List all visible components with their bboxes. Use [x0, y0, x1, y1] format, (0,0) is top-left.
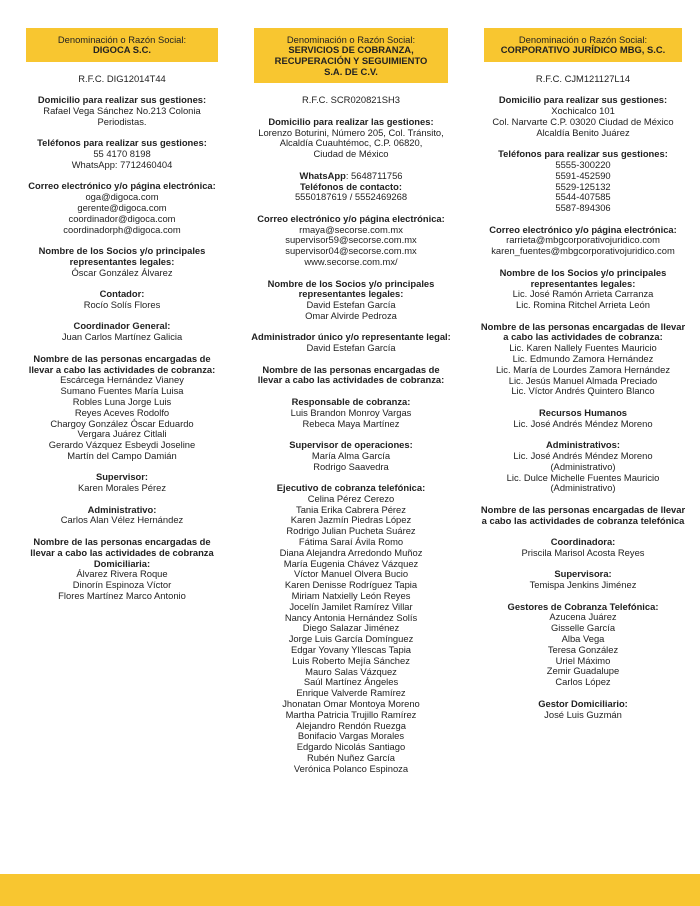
- info-line: Azucena Juárez: [549, 611, 617, 623]
- section-heading: Gestor Domiciliario:: [538, 697, 628, 709]
- info-line: Col. Narvarte C.P. 03020 Ciudad de México: [492, 115, 674, 127]
- company-header: [26, 28, 218, 62]
- info-line: Bonifacio Vargas Morales: [297, 730, 405, 742]
- section-heading: Nombre de las personas encargadas de: [33, 352, 211, 364]
- info-line: Temispa Jenkins Jiménez: [529, 579, 637, 591]
- company-header: [484, 28, 682, 62]
- info-line: Edgar Yovany Yllescas Tapia: [290, 644, 412, 656]
- info-line: 5550187619 / 5552469268: [294, 191, 408, 203]
- section-heading: Domicilio para realizar sus gestiones:: [37, 94, 207, 106]
- info-section: [12, 354, 232, 462]
- section-heading: Teléfonos de contacto:: [300, 180, 402, 192]
- info-line: Rafael Vega Sánchez No.213 Colonia: [43, 105, 201, 117]
- info-line: Alejandro Rendón Ruezga: [296, 719, 406, 731]
- section-heading: Coordinador General:: [73, 320, 171, 332]
- info-line: 5587-894306: [555, 202, 611, 214]
- info-line: Martín del Campo Damián: [67, 449, 177, 461]
- info-section: [470, 505, 696, 527]
- info-line: coordinador@digoca.com: [68, 212, 176, 224]
- info-section: [470, 569, 696, 591]
- info-line: Jhonatan Omar Montoya Moreno: [282, 698, 420, 710]
- info-section: [470, 268, 696, 311]
- info-line: Rocío Solís Flores: [83, 298, 161, 310]
- info-line: Mauro Salas Vázquez: [305, 665, 397, 677]
- info-line: Alcaldía Cuauhtémoc, C.P. 06820,: [279, 137, 423, 149]
- info-line: Lic. Karen Nallely Fuentes Mauricio: [509, 342, 657, 354]
- rfc-value: R.F.C. DIG12014T44: [78, 72, 166, 84]
- column-mbg: [470, 28, 696, 731]
- info-section: [240, 440, 462, 472]
- info-section: [12, 181, 232, 235]
- info-line: Vergara Juárez Citlali: [77, 428, 167, 440]
- info-line: 5529-125132: [555, 180, 611, 192]
- info-line: Lic. Dulce Michelle Fuentes Mauricio: [506, 471, 660, 483]
- section-heading: Teléfonos para realizar sus gestiones:: [498, 148, 668, 160]
- section-heading: Domicilio para realizar sus gestiones:: [498, 94, 668, 106]
- info-line: gerente@digoca.com: [77, 202, 167, 214]
- info-line: Martha Patricia Trujillo Ramírez: [285, 708, 417, 720]
- info-line: Rodrigo Julian Pucheta Suárez: [286, 525, 416, 537]
- info-section: [12, 505, 232, 527]
- info-line: Óscar González Álvarez: [71, 266, 173, 278]
- info-line: María Alma García: [311, 449, 391, 461]
- section-heading: Correo electrónico y/o página electrónica:: [28, 180, 216, 192]
- info-line: Gerardo Vázquez Esbeydi Joseline: [48, 439, 196, 451]
- info-line: karen_fuentes@mbgcorporativojuridico.com: [491, 245, 675, 257]
- info-section: [12, 289, 232, 311]
- info-line: Flores Martínez Marco Antonio: [58, 589, 186, 601]
- section-heading: Responsable de cobranza:: [291, 395, 411, 407]
- info-line: Rebeca Maya Martínez: [302, 417, 400, 429]
- info-line: Uriel Máximo: [555, 654, 611, 666]
- info-line: Sumano Fuentes María Luisa: [60, 385, 184, 397]
- info-section: [470, 699, 696, 721]
- section-heading: Nombre de las personas encargadas de llevar: [480, 320, 686, 332]
- section-heading: Supervisora:: [554, 568, 612, 580]
- info-line: Juan Carlos Martínez Galicia: [61, 331, 183, 343]
- rfc-value: R.F.C. CJM121127L14: [535, 72, 631, 84]
- info-section: [240, 332, 462, 354]
- info-section: [240, 171, 462, 203]
- info-line: Álvarez Rivera Roque: [76, 568, 168, 580]
- section-heading: Contador:: [99, 288, 145, 300]
- info-section: [470, 149, 696, 214]
- info-line: Chargoy González Óscar Eduardo: [50, 417, 194, 429]
- info-line: Ciudad de México: [313, 148, 389, 160]
- company-label: Denominación o Razón Social:: [518, 34, 648, 45]
- info-line: Robles Luna Jorge Luis: [72, 395, 172, 407]
- info-line: coordinadorph@digoca.com: [63, 223, 181, 235]
- info-section: [12, 537, 232, 602]
- company-name: DIGOCA S.C.: [93, 44, 151, 55]
- info-line: Karen Denisse Rodríguez Tapia: [284, 579, 418, 591]
- info-line: Tania Erika Cabrera Pérez: [296, 503, 406, 515]
- info-line: Jorge Luis García Domínguez: [288, 633, 414, 645]
- info-line: María Eugenia Chávez Vázquez: [283, 557, 419, 569]
- info-section: [240, 117, 462, 160]
- info-section: [470, 322, 696, 398]
- section-heading: Supervisor:: [95, 471, 149, 483]
- section-heading: representantes legales:: [69, 255, 175, 267]
- section-heading: Administrativos:: [546, 439, 620, 451]
- info-section: [12, 472, 232, 494]
- company-label: Denominación o Razón Social:: [57, 34, 187, 45]
- column-secorse: [240, 28, 462, 785]
- section-heading: Domicilio para realizar las gestiones:: [268, 115, 434, 127]
- info-section: [240, 365, 462, 387]
- section-heading: Administrativo:: [87, 503, 157, 515]
- info-line: Fátima Saraí Ávila Romo: [298, 536, 404, 548]
- info-line: Lic. José Ramón Arrieta Carranza: [512, 288, 654, 300]
- info-line: Nancy Antonia Hernández Solís: [284, 611, 418, 623]
- info-section: [240, 214, 462, 268]
- info-line: Rodrigo Saavedra: [313, 460, 389, 472]
- info-section: [470, 602, 696, 688]
- info-line: Reyes Aceves Rodolfo: [74, 406, 170, 418]
- info-line: Escárcega Hernández Vianey: [60, 374, 184, 386]
- info-line: Lic. Jesús Manuel Almada Preciado: [508, 374, 658, 386]
- column-digoca: [12, 28, 232, 612]
- info-line: (Administrativo): [550, 482, 616, 494]
- info-line: Enrique Valverde Ramírez: [296, 687, 406, 699]
- info-line: Xochicalco 101: [551, 105, 615, 117]
- info-section: [12, 246, 232, 278]
- rich-label: WhatsApp: [299, 169, 346, 181]
- section-heading: Domiciliaria:: [93, 557, 151, 569]
- info-line: Lic. Romina Ritchel Arrieta León: [516, 299, 650, 311]
- info-line: Miriam Natxielly León Reyes: [291, 590, 411, 602]
- section-heading: Correo electrónico y/o página electrónica:: [489, 223, 677, 235]
- info-line: 5555-300220: [555, 158, 611, 170]
- info-line: supervisor59@secorse.com.mx: [285, 234, 417, 246]
- info-line: oga@digoca.com: [85, 191, 159, 203]
- section-heading: Teléfonos para realizar sus gestiones:: [37, 137, 207, 149]
- info-section: [12, 95, 232, 127]
- info-line: Celina Pérez Cerezo: [307, 492, 395, 504]
- info-line: David Estefan García: [306, 342, 396, 354]
- info-line: Víctor Manuel Olvera Bucio: [293, 568, 409, 580]
- info-section: [240, 397, 462, 429]
- info-line: Teresa González: [547, 643, 619, 655]
- info-section: [470, 225, 696, 257]
- rfc-value: R.F.C. SCR020821SH3: [302, 94, 400, 106]
- section-heading: Supervisor de operaciones:: [289, 439, 413, 451]
- section-heading: Nombre de los Socios y/o principales: [499, 266, 667, 278]
- info-section: [470, 95, 696, 138]
- info-line: David Estefan García: [306, 299, 396, 311]
- info-line: Luis Roberto Mejía Sánchez: [292, 654, 410, 666]
- section-heading: Nombre de los Socios y/o principales: [38, 245, 206, 257]
- info-section: [470, 537, 696, 559]
- section-heading: Administrador único y/o representante legal:: [251, 331, 451, 343]
- info-line: Jocelín Jamilet Ramírez Villar: [289, 600, 413, 612]
- info-line: www.secorse.com.mx/: [304, 256, 398, 268]
- section-heading: Coordinadora:: [550, 536, 616, 548]
- info-section: [240, 483, 462, 775]
- info-line: Lic. José Andrés Méndez Moreno: [513, 417, 653, 429]
- info-line: Lic. José Andrés Méndez Moreno: [513, 449, 653, 461]
- info-line: rmaya@secorse.com.mx: [299, 223, 403, 235]
- section-heading: Nombre de las personas encargadas de: [262, 363, 440, 375]
- company-label: Denominación o Razón Social:: [286, 34, 416, 45]
- section-heading: Ejecutivo de cobranza telefónica:: [276, 482, 426, 494]
- section-heading: Correo electrónico y/o página electrónica:: [257, 212, 445, 224]
- info-line: Lic. María de Lourdes Zamora Hernández: [495, 363, 671, 375]
- company-name: S.A. DE C.V.: [324, 65, 378, 77]
- info-line: Saúl Martínez Ángeles: [303, 676, 399, 688]
- info-line: rarrieta@mbgcorporativojuridico.com: [506, 234, 660, 246]
- info-line: Zemir Guadalupe: [546, 665, 620, 677]
- info-line: Karen Jazmín Piedras López: [290, 514, 412, 526]
- info-line: Verónica Polanco Espinoza: [293, 762, 409, 774]
- info-line: Omar Alvirde Pedroza: [305, 309, 397, 321]
- footer-bar: [0, 874, 700, 906]
- info-line: Lic. Víctor Andrés Quintero Blanco: [511, 385, 655, 397]
- section-heading: representantes legales:: [298, 288, 404, 300]
- section-heading: a cabo las actividades de cobranza:: [503, 331, 663, 343]
- info-line: Carlos Alan Vélez Hernández: [60, 514, 184, 526]
- info-line: José Luis Guzmán: [544, 708, 622, 720]
- info-line: Dinorín Espinoza Víctor: [72, 579, 172, 591]
- section-heading: a cabo las actividades de cobranza telefónica: [481, 514, 685, 526]
- info-line: Carlos López: [555, 676, 611, 688]
- info-line: (Administrativo): [550, 460, 616, 472]
- company-header: [254, 28, 448, 83]
- info-section: [240, 279, 462, 322]
- company-name: SERVICIOS DE COBRANZA,: [288, 44, 414, 55]
- section-heading: llevar a cabo las actividades de cobranza:: [257, 374, 445, 386]
- info-line: Gisselle García: [550, 622, 616, 634]
- section-heading: llevar a cabo las actividades de cobranza:: [28, 363, 216, 375]
- info-line: Alcaldía Benito Juárez: [536, 126, 630, 138]
- info-section: [470, 408, 696, 430]
- info-line: Edgardo Nicolás Santiago: [296, 741, 406, 753]
- section-heading: Nombre de las personas encargadas de: [33, 535, 211, 547]
- info-line: Lic. Edmundo Zamora Hernández: [512, 352, 654, 364]
- info-line: Diego Salazar Jiménez: [302, 622, 400, 634]
- section-heading: Nombre de los Socios y/o principales: [267, 277, 435, 289]
- info-line: Lorenzo Boturini, Número 205, Col. Tránsito,: [258, 126, 444, 138]
- info-line: Rubén Nuñez García: [306, 752, 396, 764]
- info-section: [470, 440, 696, 494]
- section-heading: Nombre de las personas encargadas de llevar: [480, 503, 686, 515]
- info-line: supervisor04@secorse.com.mx: [285, 245, 417, 257]
- company-name: RECUPERACIÓN Y SEGUIMIENTO: [274, 54, 428, 66]
- info-line: Karen Morales Pérez: [77, 482, 167, 494]
- section-heading: llevar a cabo las actividades de cobranza: [30, 546, 214, 558]
- info-line: 5591-452590: [555, 169, 611, 181]
- section-heading: Recursos Humanos: [538, 406, 628, 418]
- section-heading: representantes legales:: [530, 277, 636, 289]
- info-line: Diana Alejandra Arredondo Muñoz: [279, 546, 423, 558]
- info-section: [12, 321, 232, 343]
- info-line: Luis Brandon Monroy Vargas: [290, 406, 412, 418]
- section-heading: Gestores de Cobranza Telefónica:: [507, 600, 659, 612]
- rich-line: [240, 171, 462, 182]
- info-line: 55 4170 8198: [93, 148, 151, 160]
- info-line: Alba Vega: [561, 633, 605, 645]
- info-line: 5544-407585: [555, 191, 611, 203]
- info-section: [12, 138, 232, 170]
- info-line: WhatsApp: 7712460404: [71, 158, 173, 170]
- rich-value: : 5648711756: [345, 169, 403, 181]
- company-name: CORPORATIVO JURÍDICO MBG, S.C.: [500, 44, 666, 55]
- info-line: Periodistas.: [97, 115, 147, 127]
- info-line: Priscila Marisol Acosta Reyes: [521, 546, 645, 558]
